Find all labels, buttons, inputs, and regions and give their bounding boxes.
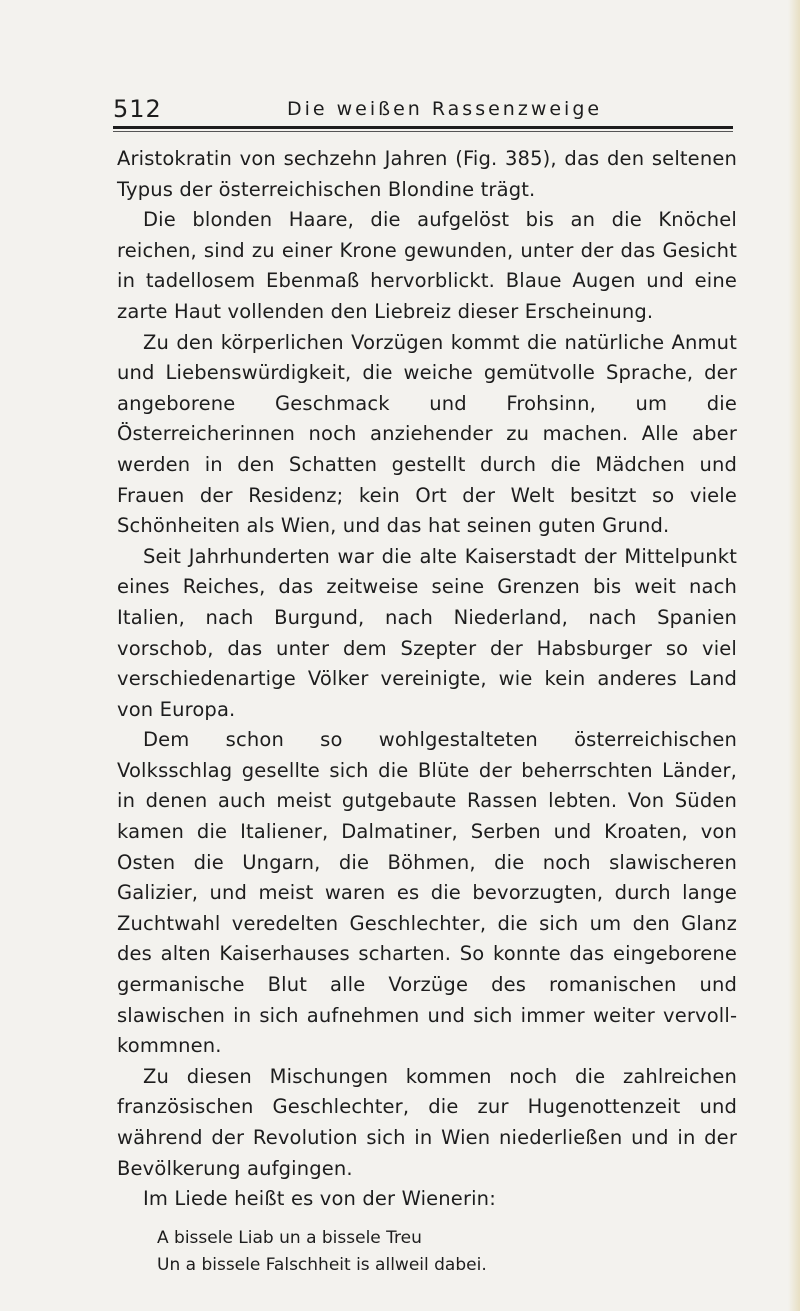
paragraph: Die blonden Haare, die aufgelöst bis an die Knöchel reichen, sind zu einer Krone gewunden, unter der das Gesicht in tadellosem Ebenmaß hervorblickt. Blaue Augen und eine zarte Haut vollenden den Liebreiz dieser Erscheinung. bbox=[117, 208, 737, 323]
page-header bbox=[113, 95, 733, 125]
paragraph: Im Liede heißt es von der Wienerin: bbox=[143, 1187, 496, 1211]
running-title: Die weißen Rassenzweige bbox=[287, 98, 603, 120]
verse-line: Un a bissele Falschheit is allweil dabei. bbox=[157, 1254, 487, 1275]
header-rule-thin bbox=[113, 131, 733, 132]
page-edge-shading bbox=[788, 0, 800, 1311]
verse-line: A bissele Liab un a bissele Treu bbox=[157, 1227, 422, 1248]
body-text bbox=[117, 144, 737, 1279]
page-number: 512 bbox=[113, 95, 162, 123]
header-rule bbox=[113, 126, 733, 129]
paragraph: Zu diesen Mischungen kommen noch die zahlreichen französischen Geschlechter, die zur Hugenottenzeit und während der Revolution sich in Wien niederließen und in der Bevölkerung aufgingen. bbox=[117, 1064, 737, 1180]
paragraph: Seit Jahrhunderten war die alte Kaiserstadt der Mittelpunkt eines Reiches, das zeitweise seine Grenzen bis weit nach Italien, nach Burgund, nach Niederland, nach Spanien vorschob, das unter dem Szepter der Habsburger so viel verschiedenartige Völker vereinigte, wie kein anderes Land von Europa. bbox=[117, 544, 737, 721]
paragraph: Dem schon so wohlgestalteten österreichischen Volksschlag gesellte sich die Blüte der beherrschten Länder, in denen auch meist gutgebaute Rassen lebten. Von Süden kamen die Italiener, Dalmatiner, Serben und Kroaten, von Osten die Ungarn, die Böhmen, die noch slawischeren Galizier, und meist waren es die bevorzugten, durch lange Zuchtwahl veredelten Geschlechter, die sich um den Glanz des alten Kaiserhauses scharten. So konnte das eingeborene germanische Blut alle Vorzüge des romanischen und slawischen in sich aufnehmen und sich immer weiter vervollkommnen. bbox=[117, 728, 737, 1058]
song-verse bbox=[157, 1225, 737, 1279]
paragraph: Aristokratin von sechzehn Jahren (Fig. 385), das den seltenen Typus der österreichischen Blondine trägt. bbox=[117, 147, 737, 201]
paragraph: Zu den körperlichen Vorzügen kommt die natürliche Anmut und Liebenswürdigkeit, die weiche gemütvolle Sprache, der angeborene Geschmack und Frohsinn, um die Österreicherinnen noch anziehender zu machen. Alle aber werden in den Schatten gestellt durch die Mädchen und Frauen der Residenz; kein Ort der Welt besitzt so viele Schönheiten als Wien, und das hat seinen guten Grund. bbox=[117, 330, 737, 538]
